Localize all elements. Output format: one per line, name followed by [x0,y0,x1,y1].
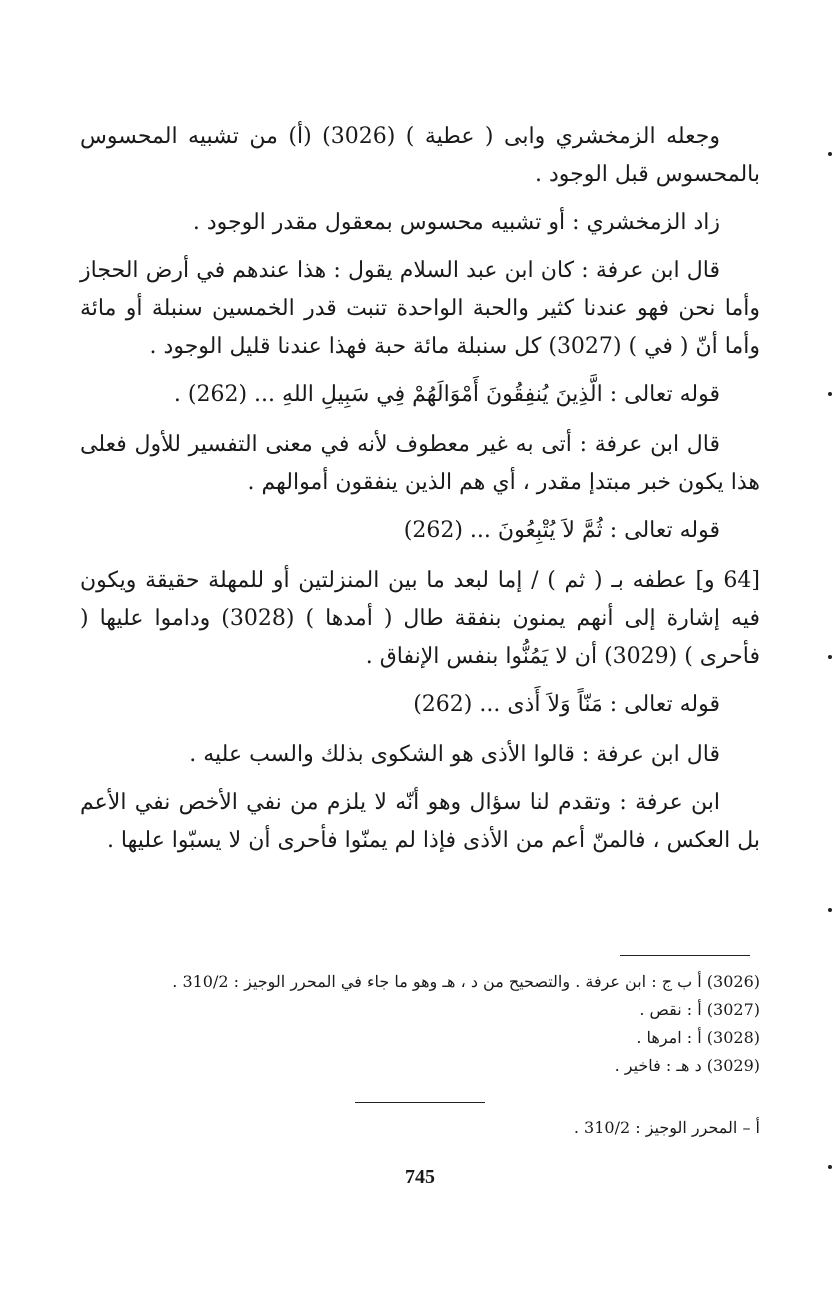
paragraph-3: قال ابن عرفة : كان ابن عبد السلام يقول : هذا عندهم في أرض الحجاز وأما نحن فهو عندنا كثير والحبة الواحدة تنبت قدر الخمسين سنبلة أو مائة وأما أنّ ( في ) (3027) كل سنبلة مائة حبة فهذا عندنا قليل الوجود . [80,258,760,359]
source-divider [355,1102,485,1103]
footnote-3026: (3026) أ ب ج : ابن عرفة . والتصحيح من د ، هـ وهو ما جاء في المحرر الوجيز : 310/2 . [172,972,760,991]
footnote-3029: (3029) د هـ : فاخير . [614,1056,760,1075]
verse-2: قوله تعالى : ثُمَّ لاَ يُتْبِعُونَ ... (262) [403,518,720,543]
paragraph-1: وجعله الزمخشري وابى ( عطية ) (3026) (أ) من تشبيه المحسوس بالمحسوس قبل الوجود . [80,124,760,187]
verse-3: قوله تعالى : مَنّاً وَلاَ أَذى ... (262) [413,692,720,717]
paragraph-4: قال ابن عرفة : أتى به غير معطوف لأنه في معنى التفسير للأول فعلى هذا يكون خبر مبتدإ مقدر ، أي هم الذين ينفقون أموالهم . [80,432,760,495]
paragraph-6: قال ابن عرفة : قالوا الأذى هو الشكوى بذلك والسب عليه . [189,742,720,767]
margin-mark [828,908,832,912]
margin-mark [828,1165,832,1169]
margin-mark [828,152,832,156]
verse-1: قوله تعالى : الَّذِينَ يُنفِقُونَ أَمْوَالَهُمْ فِي سَبِيلِ اللهِ ... (262) . [173,382,720,407]
footnotes [80,968,760,1080]
source-note: أ – المحرر الوجيز : 310/2 . [573,1118,760,1137]
paragraph-5: [64 و] عطفه بـ ( ثم ) / إما لبعد ما بين المنزلتين أو للمهلة حقيقة ويكون فيه إشارة إلى أنهم يمنون بنفقة طال ( أمدها ) (3028) وداموا عليها ( فأحرى ) (3029) أن لا يَمُنُّوا بنفس الإنفاق . [80,568,760,669]
page-number: 745 [405,1166,435,1188]
paragraph-7: ابن عرفة : وتقدم لنا سؤال وهو أنّه لا يلزم من نفي الأخص نفي الأعم بل العكس ، فالمنّ أعم من الأذى فإذا لم يمنّوا فأحرى أن لا يسبّوا عليها . [80,790,760,853]
paragraph-2: زاد الزمخشري : أو تشبيه محسوس بمعقول مقدر الوجود . [192,210,720,235]
source-notes [80,1114,760,1142]
main-text [80,118,760,870]
margin-mark [828,655,832,659]
footnote-3028: (3028) أ : امرها . [636,1028,760,1047]
margin-mark [828,392,832,396]
footnote-3027: (3027) أ : نقص . [639,1000,760,1019]
footnote-divider [620,955,750,956]
